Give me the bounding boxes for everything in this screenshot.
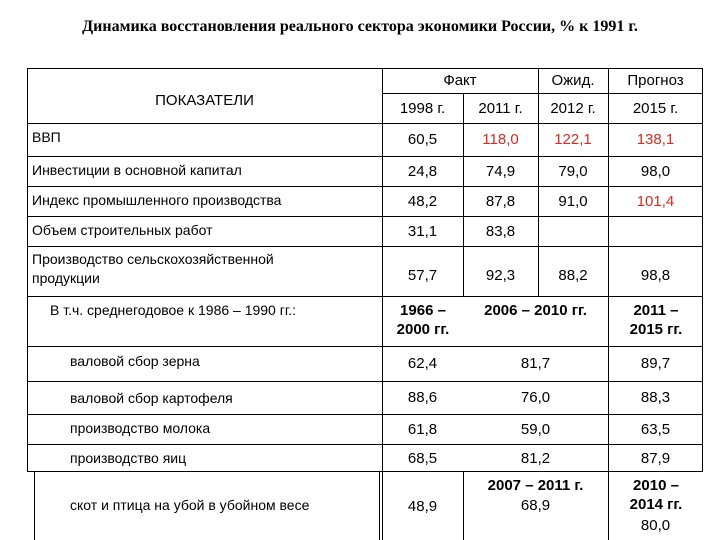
- cell-milk-a: 61,8: [407, 420, 438, 438]
- subrow-label-potato: валовой сбор картофеля: [70, 390, 233, 406]
- cell-gdp-2011: 118,0: [482, 131, 519, 148]
- cell-livestock-a: 48,9: [407, 497, 438, 515]
- cell-eggs-b: 81,2: [520, 449, 551, 467]
- header-indicators: ПОКАЗАТЕЛИ: [155, 91, 254, 109]
- lastrow-label: скот и птица на убой в убойном весе: [70, 497, 310, 513]
- header-1998: 1998 г.: [399, 99, 446, 117]
- cell-investments-2012: 79,0: [558, 162, 588, 180]
- cell-agriculture-2015: 98,8: [640, 266, 671, 284]
- cell-livestock-c-value: 80,0: [640, 516, 671, 534]
- subrow-label-grain: валовой сбор зерна: [70, 353, 200, 369]
- cell-milk-b: 59,0: [520, 420, 551, 438]
- cell-gdp-2012: 122,1: [554, 131, 592, 148]
- row-label-gdp: ВВП: [32, 129, 61, 145]
- cell-industry-2015: 101,4: [636, 192, 675, 210]
- header-forecast: Прогноз: [627, 72, 684, 89]
- header-expected: Ожид.: [551, 72, 595, 89]
- cell-investments-2015: 98,0: [640, 162, 671, 180]
- subheader-label: В т.ч. среднегодовое к 1986 – 1990 гг.:: [50, 302, 297, 318]
- cell-gdp-1998: 60,5: [407, 131, 438, 148]
- cell-industry-2011: 87,8: [485, 192, 516, 210]
- cell-potato-a: 88,6: [407, 389, 438, 406]
- subheader-period-3: 2011 – 2015 гг.: [629, 302, 683, 338]
- header-2015: 2015 г.: [632, 99, 679, 117]
- header-2011: 2011 г.: [478, 99, 523, 117]
- cell-grain-b: 81,7: [520, 355, 551, 372]
- row-label-investments: Инвестиции в основной капитал: [32, 162, 242, 178]
- cell-industry-2012: 91,0: [558, 192, 588, 210]
- cell-milk-c: 63,5: [640, 420, 671, 438]
- header-2012: 2012 г.: [550, 99, 596, 117]
- cell-industry-1998: 48,2: [407, 192, 438, 210]
- cell-construction-2012: [538, 216, 608, 246]
- cell-investments-1998: 24,8: [407, 162, 438, 180]
- header-fact: Факт: [443, 72, 477, 89]
- cell-investments-2011: 74,9: [485, 162, 516, 180]
- cell-construction-2015: [608, 216, 703, 246]
- cell-grain-c: 89,7: [640, 355, 671, 372]
- row-label-industry: Индекс промышленного производства: [32, 192, 282, 208]
- cell-construction-2011: 83,8: [485, 222, 516, 240]
- cell-construction-1998: 31,1: [407, 222, 438, 240]
- row-label-construction: Объем строительных работ: [32, 222, 213, 238]
- cell-potato-c: 88,3: [640, 389, 671, 406]
- subheader-period-1: 1966 – 2000 гг.: [396, 302, 450, 338]
- cell-grain-a: 62,4: [407, 355, 438, 372]
- row-label-agriculture: Производство сельскохозяйственной продукции: [32, 251, 274, 286]
- page-title: Динамика восстановления реального сектора экономики России, % к 1991 г.: [82, 18, 638, 35]
- cell-agriculture-2012: 88,2: [558, 266, 588, 284]
- cell-eggs-a: 68,5: [407, 449, 438, 467]
- subheader-period-2: 2006 – 2010 гг.: [484, 301, 587, 319]
- cell-agriculture-2011: 92,3: [485, 266, 516, 284]
- cell-agriculture-1998: 57,7: [407, 266, 438, 284]
- cell-potato-b: 76,0: [520, 389, 551, 406]
- cell-livestock-c-period: 2010 – 2014 гг.: [629, 477, 683, 513]
- cell-gdp-2015: 138,1: [636, 131, 675, 148]
- cell-eggs-c: 87,9: [640, 449, 671, 467]
- cell-livestock-b-value: 68,9: [520, 496, 551, 514]
- subrow-label-eggs: производство яиц: [70, 450, 187, 466]
- cell-livestock-b-period: 2007 – 2011 г.: [487, 476, 584, 494]
- subrow-label-milk: производство молока: [70, 420, 211, 436]
